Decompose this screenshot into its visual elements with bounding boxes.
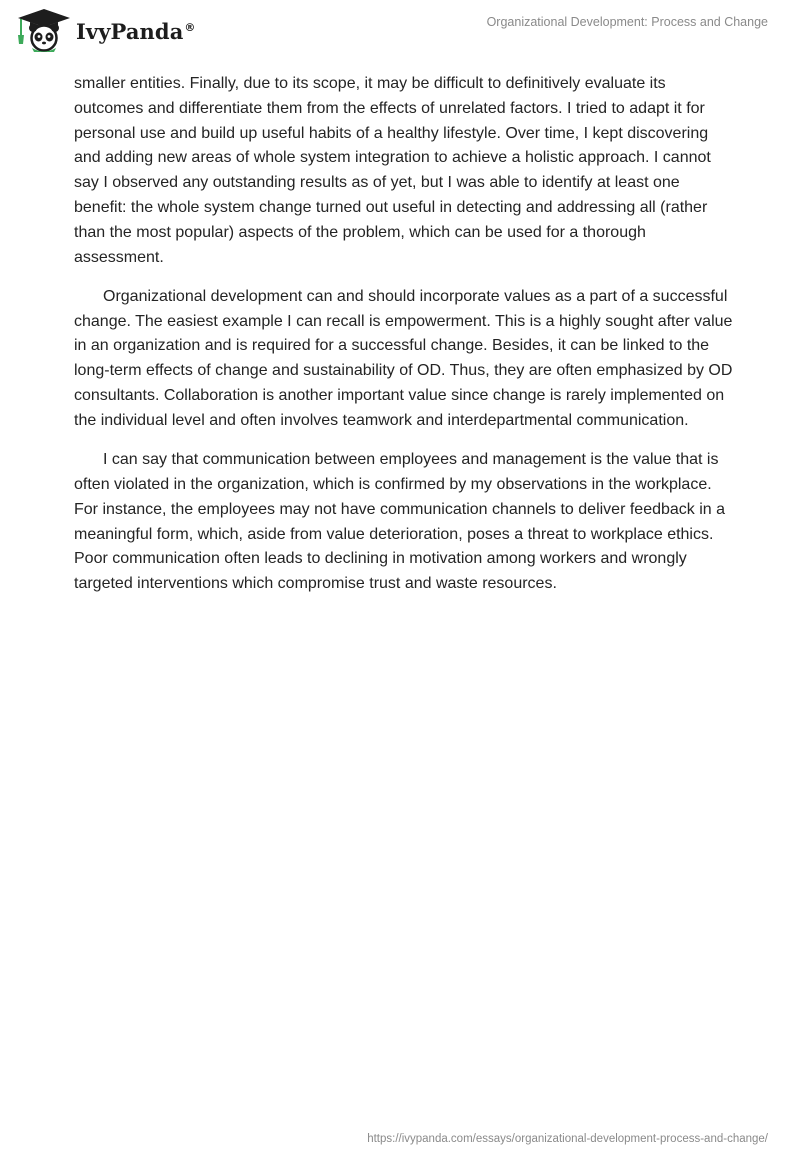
essay-paragraph: Organizational development can and should incorporate values as a part of a successful change. The easiest example I can recall is empowerment. This is a highly sought after value in an organization and is required for a successful change. Besides, it can be linked to the long-term effects of change and sustainability of OD. Thus, they are often emphasized by OD consultants. Collaboration is another important value since change is rarely implemented on the individual level and often involves teamwork and interdepartmental communication. — [74, 287, 733, 429]
essay-paragraph: smaller entities. Finally, due to its scope, it may be difficult to definitively evaluate its outcomes and differentiate them from the effects of unrelated factors. I tried to adapt it for personal use and build up useful habits of a healthy lifestyle. Over time, I kept discovering and adding new areas of whole system integration to achieve a holistic approach. I cannot say I observed any outstanding results as of yet, but I was able to identify at least one benefit: the whole system change turned out useful in detecting and addressing all (rather than the most popular) aspects of the problem, which can be used for a thorough assessment. — [74, 75, 711, 266]
panda-graduation-cap-icon — [14, 8, 74, 52]
registered-mark: ® — [184, 20, 196, 34]
essay-paragraph: I can say that communication between employees and management is the value that is often violated in the organization, which is confirmed by my observations in the workplace. For instance, the employees may not have communication channels to deliver feedback in a meaningful form, which, aside from value deterioration, poses a threat to workplace ethics. Poor communication often leads to declining in motivation among workers and wrongly targeted interventions which compromise trust and waste resources. — [74, 451, 726, 593]
essay-body — [74, 72, 734, 611]
brand-name — [76, 19, 196, 44]
source-url[interactable]: https://ivypanda.com/essays/organizational-development-process-and-change/ — [367, 1133, 768, 1145]
document-running-title: Organizational Development: Process and Change — [486, 15, 768, 29]
brand-name-text: IvyPanda — [76, 18, 184, 44]
page-header — [0, 0, 800, 64]
ivypanda-logo[interactable] — [14, 8, 196, 52]
